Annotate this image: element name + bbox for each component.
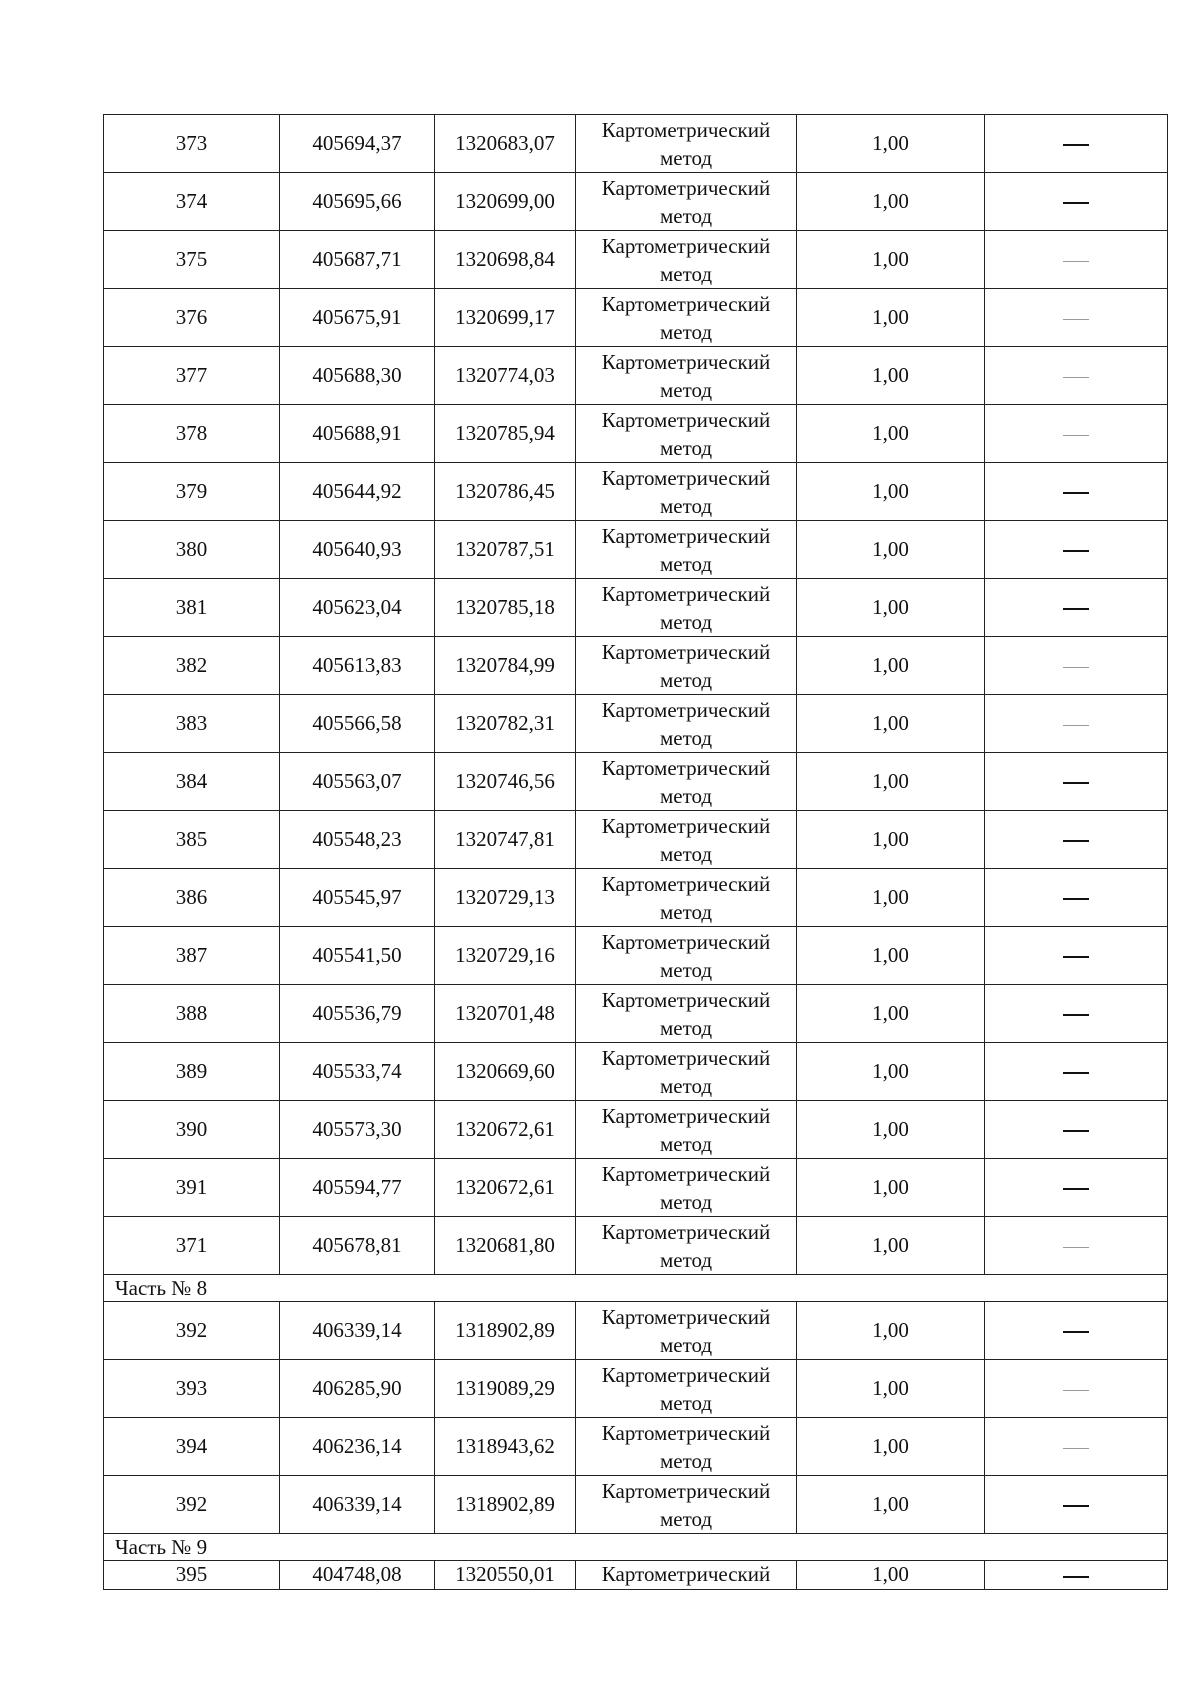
- method-cell: Картометрический метод: [576, 637, 797, 695]
- point-number-cell: 390: [104, 1101, 280, 1159]
- point-number-cell: 383: [104, 695, 280, 753]
- table-row: [104, 1561, 1168, 1590]
- table-row: [104, 1302, 1168, 1360]
- precision-cell: 1,00: [797, 115, 985, 173]
- method-cell: Картометрический: [576, 1561, 797, 1590]
- x-coordinate-cell: 406236,14: [280, 1418, 435, 1476]
- dash-mark: [1063, 377, 1089, 378]
- method-cell: Картометрический метод: [576, 1159, 797, 1217]
- y-coordinate-cell: 1320681,80: [435, 1217, 576, 1275]
- x-coordinate-cell: 404748,08: [280, 1561, 435, 1590]
- point-number-cell: 373: [104, 115, 280, 173]
- y-coordinate-cell: 1320746,56: [435, 753, 576, 811]
- table-row: [104, 753, 1168, 811]
- table-row: [104, 231, 1168, 289]
- coordinates-table: [103, 114, 1168, 1590]
- precision-cell: 1,00: [797, 1561, 985, 1590]
- y-coordinate-cell: 1320785,94: [435, 405, 576, 463]
- point-number-cell: 388: [104, 985, 280, 1043]
- y-coordinate-cell: 1320787,51: [435, 521, 576, 579]
- table-row: [104, 1101, 1168, 1159]
- dash-mark: [1063, 1390, 1089, 1391]
- y-coordinate-cell: 1320729,16: [435, 927, 576, 985]
- dash-mark: [1063, 261, 1089, 262]
- dash-mark: [1063, 1331, 1089, 1333]
- section-label: Часть № 8: [104, 1275, 1168, 1302]
- description-cell: [985, 1418, 1168, 1476]
- x-coordinate-cell: 405623,04: [280, 579, 435, 637]
- point-number-cell: 380: [104, 521, 280, 579]
- dash-mark: [1063, 1505, 1089, 1507]
- x-coordinate-cell: 405613,83: [280, 637, 435, 695]
- point-number-cell: 394: [104, 1418, 280, 1476]
- method-cell: Картометрический метод: [576, 1043, 797, 1101]
- method-cell: Картометрический метод: [576, 115, 797, 173]
- y-coordinate-cell: 1318902,89: [435, 1476, 576, 1534]
- x-coordinate-cell: 405694,37: [280, 115, 435, 173]
- point-number-cell: 378: [104, 405, 280, 463]
- precision-cell: 1,00: [797, 637, 985, 695]
- precision-cell: 1,00: [797, 579, 985, 637]
- x-coordinate-cell: 405536,79: [280, 985, 435, 1043]
- description-cell: [985, 1159, 1168, 1217]
- x-coordinate-cell: 405688,91: [280, 405, 435, 463]
- precision-cell: 1,00: [797, 231, 985, 289]
- description-cell: [985, 173, 1168, 231]
- y-coordinate-cell: 1320698,84: [435, 231, 576, 289]
- description-cell: [985, 405, 1168, 463]
- y-coordinate-cell: 1320729,13: [435, 869, 576, 927]
- y-coordinate-cell: 1320747,81: [435, 811, 576, 869]
- point-number-cell: 392: [104, 1476, 280, 1534]
- precision-cell: 1,00: [797, 869, 985, 927]
- table-row: [104, 405, 1168, 463]
- precision-cell: 1,00: [797, 405, 985, 463]
- description-cell: [985, 1101, 1168, 1159]
- y-coordinate-cell: 1319089,29: [435, 1360, 576, 1418]
- precision-cell: 1,00: [797, 1217, 985, 1275]
- dash-mark: [1063, 1130, 1089, 1132]
- table-row: [104, 521, 1168, 579]
- dash-mark: [1063, 144, 1089, 146]
- y-coordinate-cell: 1320683,07: [435, 115, 576, 173]
- description-cell: [985, 1302, 1168, 1360]
- method-cell: Картометрический метод: [576, 463, 797, 521]
- y-coordinate-cell: 1320782,31: [435, 695, 576, 753]
- point-number-cell: 384: [104, 753, 280, 811]
- x-coordinate-cell: 405566,58: [280, 695, 435, 753]
- x-coordinate-cell: 405545,97: [280, 869, 435, 927]
- x-coordinate-cell: 406339,14: [280, 1476, 435, 1534]
- dash-mark: [1063, 1014, 1089, 1016]
- precision-cell: 1,00: [797, 347, 985, 405]
- dash-mark: [1063, 1448, 1089, 1449]
- dash-mark: [1063, 1188, 1089, 1190]
- dash-mark: [1063, 319, 1089, 320]
- precision-cell: 1,00: [797, 753, 985, 811]
- description-cell: [985, 637, 1168, 695]
- method-cell: Картометрический метод: [576, 1302, 797, 1360]
- dash-mark: [1063, 492, 1089, 494]
- method-cell: Картометрический метод: [576, 1418, 797, 1476]
- x-coordinate-cell: 405640,93: [280, 521, 435, 579]
- description-cell: [985, 1360, 1168, 1418]
- point-number-cell: 391: [104, 1159, 280, 1217]
- y-coordinate-cell: 1320672,61: [435, 1159, 576, 1217]
- x-coordinate-cell: 406285,90: [280, 1360, 435, 1418]
- point-number-cell: 379: [104, 463, 280, 521]
- point-number-cell: 389: [104, 1043, 280, 1101]
- y-coordinate-cell: 1320785,18: [435, 579, 576, 637]
- precision-cell: 1,00: [797, 173, 985, 231]
- x-coordinate-cell: 405675,91: [280, 289, 435, 347]
- precision-cell: 1,00: [797, 985, 985, 1043]
- table-row: [104, 1217, 1168, 1275]
- precision-cell: 1,00: [797, 695, 985, 753]
- table-row: [104, 347, 1168, 405]
- section-header-row: [104, 1275, 1168, 1302]
- method-cell: Картометрический метод: [576, 405, 797, 463]
- precision-cell: 1,00: [797, 463, 985, 521]
- point-number-cell: 371: [104, 1217, 280, 1275]
- x-coordinate-cell: 405563,07: [280, 753, 435, 811]
- precision-cell: 1,00: [797, 1418, 985, 1476]
- description-cell: [985, 985, 1168, 1043]
- dash-mark: [1063, 667, 1089, 668]
- point-number-cell: 386: [104, 869, 280, 927]
- x-coordinate-cell: 405678,81: [280, 1217, 435, 1275]
- description-cell: [985, 753, 1168, 811]
- description-cell: [985, 115, 1168, 173]
- y-coordinate-cell: 1320774,03: [435, 347, 576, 405]
- method-cell: Картометрический метод: [576, 289, 797, 347]
- method-cell: Картометрический метод: [576, 695, 797, 753]
- table-row: [104, 1476, 1168, 1534]
- precision-cell: 1,00: [797, 927, 985, 985]
- point-number-cell: 393: [104, 1360, 280, 1418]
- method-cell: Картометрический метод: [576, 347, 797, 405]
- description-cell: [985, 927, 1168, 985]
- dash-mark: [1063, 1247, 1089, 1248]
- dash-mark: [1063, 898, 1089, 900]
- method-cell: Картометрический метод: [576, 811, 797, 869]
- precision-cell: 1,00: [797, 1302, 985, 1360]
- description-cell: [985, 1561, 1168, 1590]
- dash-mark: [1063, 782, 1089, 784]
- method-cell: Картометрический метод: [576, 521, 797, 579]
- point-number-cell: 376: [104, 289, 280, 347]
- description-cell: [985, 463, 1168, 521]
- precision-cell: 1,00: [797, 1476, 985, 1534]
- point-number-cell: 385: [104, 811, 280, 869]
- method-cell: Картометрический метод: [576, 579, 797, 637]
- method-cell: Картометрический метод: [576, 1476, 797, 1534]
- dash-mark: [1063, 202, 1089, 204]
- precision-cell: 1,00: [797, 289, 985, 347]
- y-coordinate-cell: 1320669,60: [435, 1043, 576, 1101]
- table-body: [104, 115, 1168, 1590]
- table-row: [104, 637, 1168, 695]
- precision-cell: 1,00: [797, 1043, 985, 1101]
- description-cell: [985, 289, 1168, 347]
- point-number-cell: 382: [104, 637, 280, 695]
- table-row: [104, 811, 1168, 869]
- method-cell: Картометрический метод: [576, 985, 797, 1043]
- method-cell: Картометрический метод: [576, 1101, 797, 1159]
- method-cell: Картометрический метод: [576, 1360, 797, 1418]
- table-row: [104, 1159, 1168, 1217]
- dash-mark: [1063, 608, 1089, 610]
- method-cell: Картометрический метод: [576, 927, 797, 985]
- point-number-cell: 381: [104, 579, 280, 637]
- point-number-cell: 395: [104, 1561, 280, 1590]
- table-row: [104, 1360, 1168, 1418]
- x-coordinate-cell: 405695,66: [280, 173, 435, 231]
- table-row: [104, 579, 1168, 637]
- x-coordinate-cell: 405687,71: [280, 231, 435, 289]
- description-cell: [985, 695, 1168, 753]
- table-row: [104, 289, 1168, 347]
- x-coordinate-cell: 405688,30: [280, 347, 435, 405]
- y-coordinate-cell: 1320701,48: [435, 985, 576, 1043]
- dash-mark: [1063, 956, 1089, 958]
- method-cell: Картометрический метод: [576, 753, 797, 811]
- description-cell: [985, 579, 1168, 637]
- point-number-cell: 375: [104, 231, 280, 289]
- table-row: [104, 173, 1168, 231]
- y-coordinate-cell: 1320784,99: [435, 637, 576, 695]
- table-row: [104, 869, 1168, 927]
- description-cell: [985, 811, 1168, 869]
- x-coordinate-cell: 405541,50: [280, 927, 435, 985]
- point-number-cell: 377: [104, 347, 280, 405]
- table-row: [104, 985, 1168, 1043]
- precision-cell: 1,00: [797, 811, 985, 869]
- description-cell: [985, 521, 1168, 579]
- table-row: [104, 1418, 1168, 1476]
- dash-mark: [1063, 435, 1089, 436]
- dash-mark: [1063, 725, 1089, 726]
- precision-cell: 1,00: [797, 521, 985, 579]
- description-cell: [985, 869, 1168, 927]
- x-coordinate-cell: 405594,77: [280, 1159, 435, 1217]
- point-number-cell: 392: [104, 1302, 280, 1360]
- description-cell: [985, 1043, 1168, 1101]
- method-cell: Картометрический метод: [576, 231, 797, 289]
- table-row: [104, 463, 1168, 521]
- y-coordinate-cell: 1320550,01: [435, 1561, 576, 1590]
- point-number-cell: 374: [104, 173, 280, 231]
- precision-cell: 1,00: [797, 1360, 985, 1418]
- x-coordinate-cell: 405533,74: [280, 1043, 435, 1101]
- description-cell: [985, 347, 1168, 405]
- precision-cell: 1,00: [797, 1101, 985, 1159]
- method-cell: Картометрический метод: [576, 173, 797, 231]
- x-coordinate-cell: 405548,23: [280, 811, 435, 869]
- x-coordinate-cell: 406339,14: [280, 1302, 435, 1360]
- dash-mark: [1063, 1576, 1089, 1578]
- table-row: [104, 115, 1168, 173]
- precision-cell: 1,00: [797, 1159, 985, 1217]
- y-coordinate-cell: 1318943,62: [435, 1418, 576, 1476]
- description-cell: [985, 1476, 1168, 1534]
- y-coordinate-cell: 1318902,89: [435, 1302, 576, 1360]
- dash-mark: [1063, 550, 1089, 552]
- x-coordinate-cell: 405644,92: [280, 463, 435, 521]
- x-coordinate-cell: 405573,30: [280, 1101, 435, 1159]
- dash-mark: [1063, 840, 1089, 842]
- description-cell: [985, 231, 1168, 289]
- table-row: [104, 695, 1168, 753]
- y-coordinate-cell: 1320699,17: [435, 289, 576, 347]
- dash-mark: [1063, 1072, 1089, 1074]
- point-number-cell: 387: [104, 927, 280, 985]
- y-coordinate-cell: 1320672,61: [435, 1101, 576, 1159]
- section-header-row: [104, 1534, 1168, 1561]
- section-label: Часть № 9: [104, 1534, 1168, 1561]
- y-coordinate-cell: 1320786,45: [435, 463, 576, 521]
- method-cell: Картометрический метод: [576, 869, 797, 927]
- y-coordinate-cell: 1320699,00: [435, 173, 576, 231]
- description-cell: [985, 1217, 1168, 1275]
- method-cell: Картометрический метод: [576, 1217, 797, 1275]
- table-row: [104, 927, 1168, 985]
- table-row: [104, 1043, 1168, 1101]
